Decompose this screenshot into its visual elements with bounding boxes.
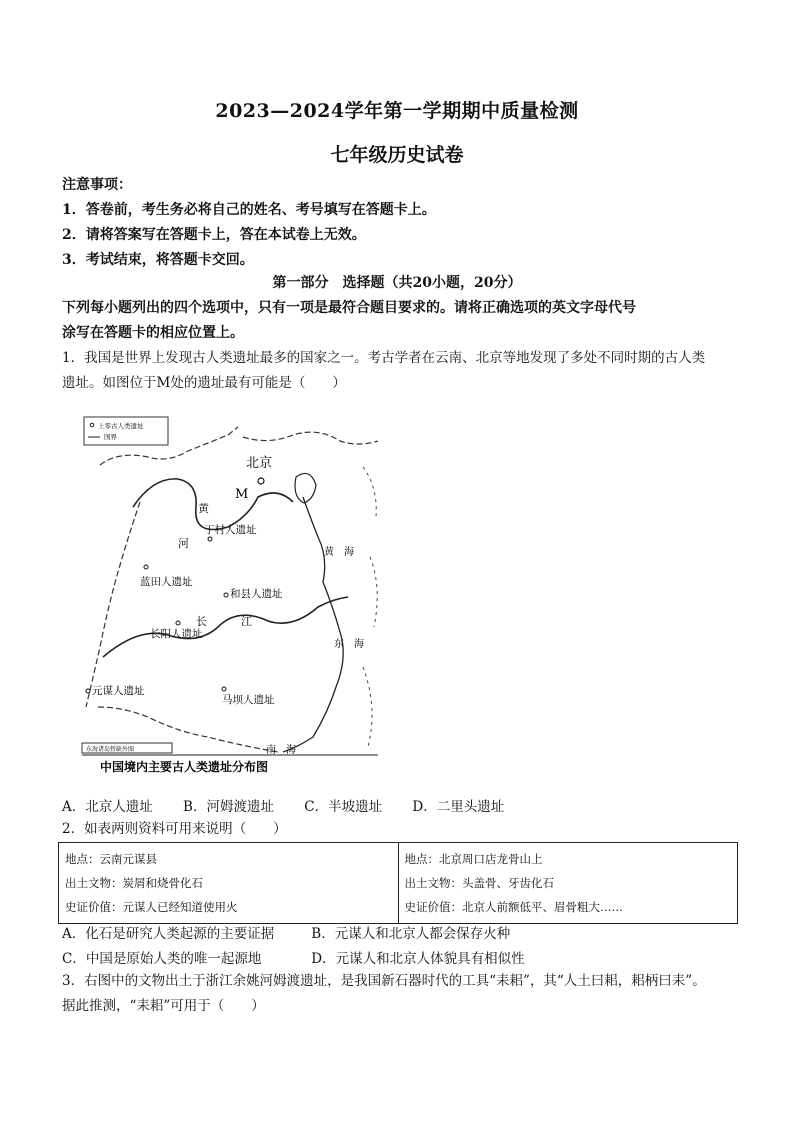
maba-marker [222, 687, 226, 691]
q2-left-relics: 出土文物：炭屑和烧骨化石 [65, 876, 203, 890]
q2-option-d[interactable]: D．元谋人和北京人体貌具有相似性 [311, 951, 525, 967]
q2-source-left [59, 843, 399, 924]
map-legend-box [84, 417, 168, 445]
yuanmou-marker [86, 689, 90, 693]
notice-item-2: 2．请将答案写在答题卡上，答在本试卷上无效。 [62, 227, 366, 243]
jiang-label: 江 [241, 615, 252, 628]
q2-option-a[interactable]: A．化石是研究人类起源的主要证据 [62, 926, 275, 942]
bohai-label: 黄 海 [324, 547, 354, 558]
q2-option-c[interactable]: C．中国是原始人类的唯一起源地 [62, 951, 262, 967]
beijing-label: 北京 [246, 456, 273, 471]
huang-label: 黄 [198, 502, 209, 515]
q2-left-value: 史证价值：元谋人已经知道使用火 [65, 900, 238, 914]
maba-label: 马坝人遗址 [222, 694, 275, 706]
q1-options [62, 795, 530, 815]
yuanmou-label: 元谋人遗址 [92, 685, 145, 697]
east-islands [363, 467, 377, 747]
yellow-river [133, 479, 293, 530]
q1-option-b[interactable]: B．河姆渡遗址 [183, 799, 274, 815]
q2-options-row-1 [62, 922, 510, 942]
legend-site-label: 上零古人类遗址 [98, 423, 144, 430]
section-title: 第一部分 选择题（共20小题，20分） [272, 275, 522, 291]
notice-heading: 注意事项： [62, 177, 132, 193]
q1-option-a[interactable]: A．北京人遗址 [62, 799, 153, 815]
q2-option-b[interactable]: B．元谋人和北京人都会保存火种 [311, 926, 511, 942]
ancient-sites-map [78, 407, 388, 777]
changyang-marker [176, 621, 180, 625]
m-label: M [235, 487, 249, 502]
notice-item-1: 1．答卷前，考生务必将自己的姓名、考号填写在答题卡上。 [62, 202, 436, 218]
q1-stem-2: 遗址。如图位于M处的遗址最有可能是（ ） [62, 375, 346, 391]
beijing-marker [258, 478, 264, 484]
dingcun-label: 丁村人遗址 [204, 524, 257, 536]
nanhai-label: 南 海 [266, 745, 296, 756]
q2-options-row-2 [62, 947, 525, 967]
dingcun-marker [208, 537, 212, 541]
he-label: 河 [178, 537, 189, 550]
q2-right-relics: 出土文物：头盖骨、牙齿化石 [404, 876, 554, 890]
q1-stem-1: 1．我国是世界上发现古人类遗址最多的国家之一。考古学者在云南、北京等地发现了多处不同时期的古人类 [62, 350, 706, 366]
legend-site-icon [90, 423, 94, 427]
east-coast [283, 497, 343, 752]
west-border [86, 502, 140, 707]
exam-subtitle: 七年级历史试卷 [330, 144, 464, 166]
q2-source-right [398, 843, 738, 924]
section-instruction-1: 下列每小题列出的四个选项中，只有一项是最符合题目要求的。请将正确选项的英文字母代号 [62, 300, 636, 316]
q2-source-table [58, 842, 738, 924]
changyang-label: 长阳人遗址 [150, 628, 203, 640]
lantian-label: 蓝田人遗址 [140, 576, 193, 588]
q1-option-c[interactable]: C．半坡遗址 [304, 799, 383, 815]
legend-border-label: 国界 [104, 434, 117, 441]
q2-right-place: 地点：北京周口店龙骨山上 [404, 852, 543, 866]
q3-stem-1: 3．右图中的文物出土于浙江余姚河姆渡遗址，是我国新石器时代的工具“耒耜”，其“人土曰耜，耜柄曰耒”。 [62, 973, 706, 989]
peninsula [295, 473, 316, 503]
map-footer-note: 东海诸岛暂缺外图 [86, 746, 135, 753]
donghai-label: 东 海 [334, 639, 364, 650]
lantian-marker [144, 565, 148, 569]
north-border [100, 427, 378, 465]
notice-item-3: 3．考试结束，将答题卡交回。 [62, 252, 254, 268]
q2-left-place: 地点：云南元谋县 [65, 852, 157, 866]
chang-label: 长 [196, 615, 207, 628]
hexian-marker [224, 593, 228, 597]
q2-stem: 2．如表两则资料可用来说明（ ） [62, 821, 287, 837]
yangtze-river [103, 597, 348, 657]
q1-option-d[interactable]: D．二里头遗址 [412, 799, 505, 815]
q2-right-value: 史证价值：北京人前额低平、眉骨粗大…… [404, 900, 623, 914]
section-instruction-2: 涂写在答题卡的相应位置上。 [62, 325, 244, 341]
q3-stem-2: 据此推测，“耒耜”可用于（ ） [62, 998, 265, 1014]
hexian-label: 和县人遗址 [230, 588, 283, 600]
exam-title: 2023—2024学年第一学期期中质量检测 [215, 100, 579, 122]
map-caption: 中国境内主要古人类遗址分布图 [100, 760, 269, 774]
